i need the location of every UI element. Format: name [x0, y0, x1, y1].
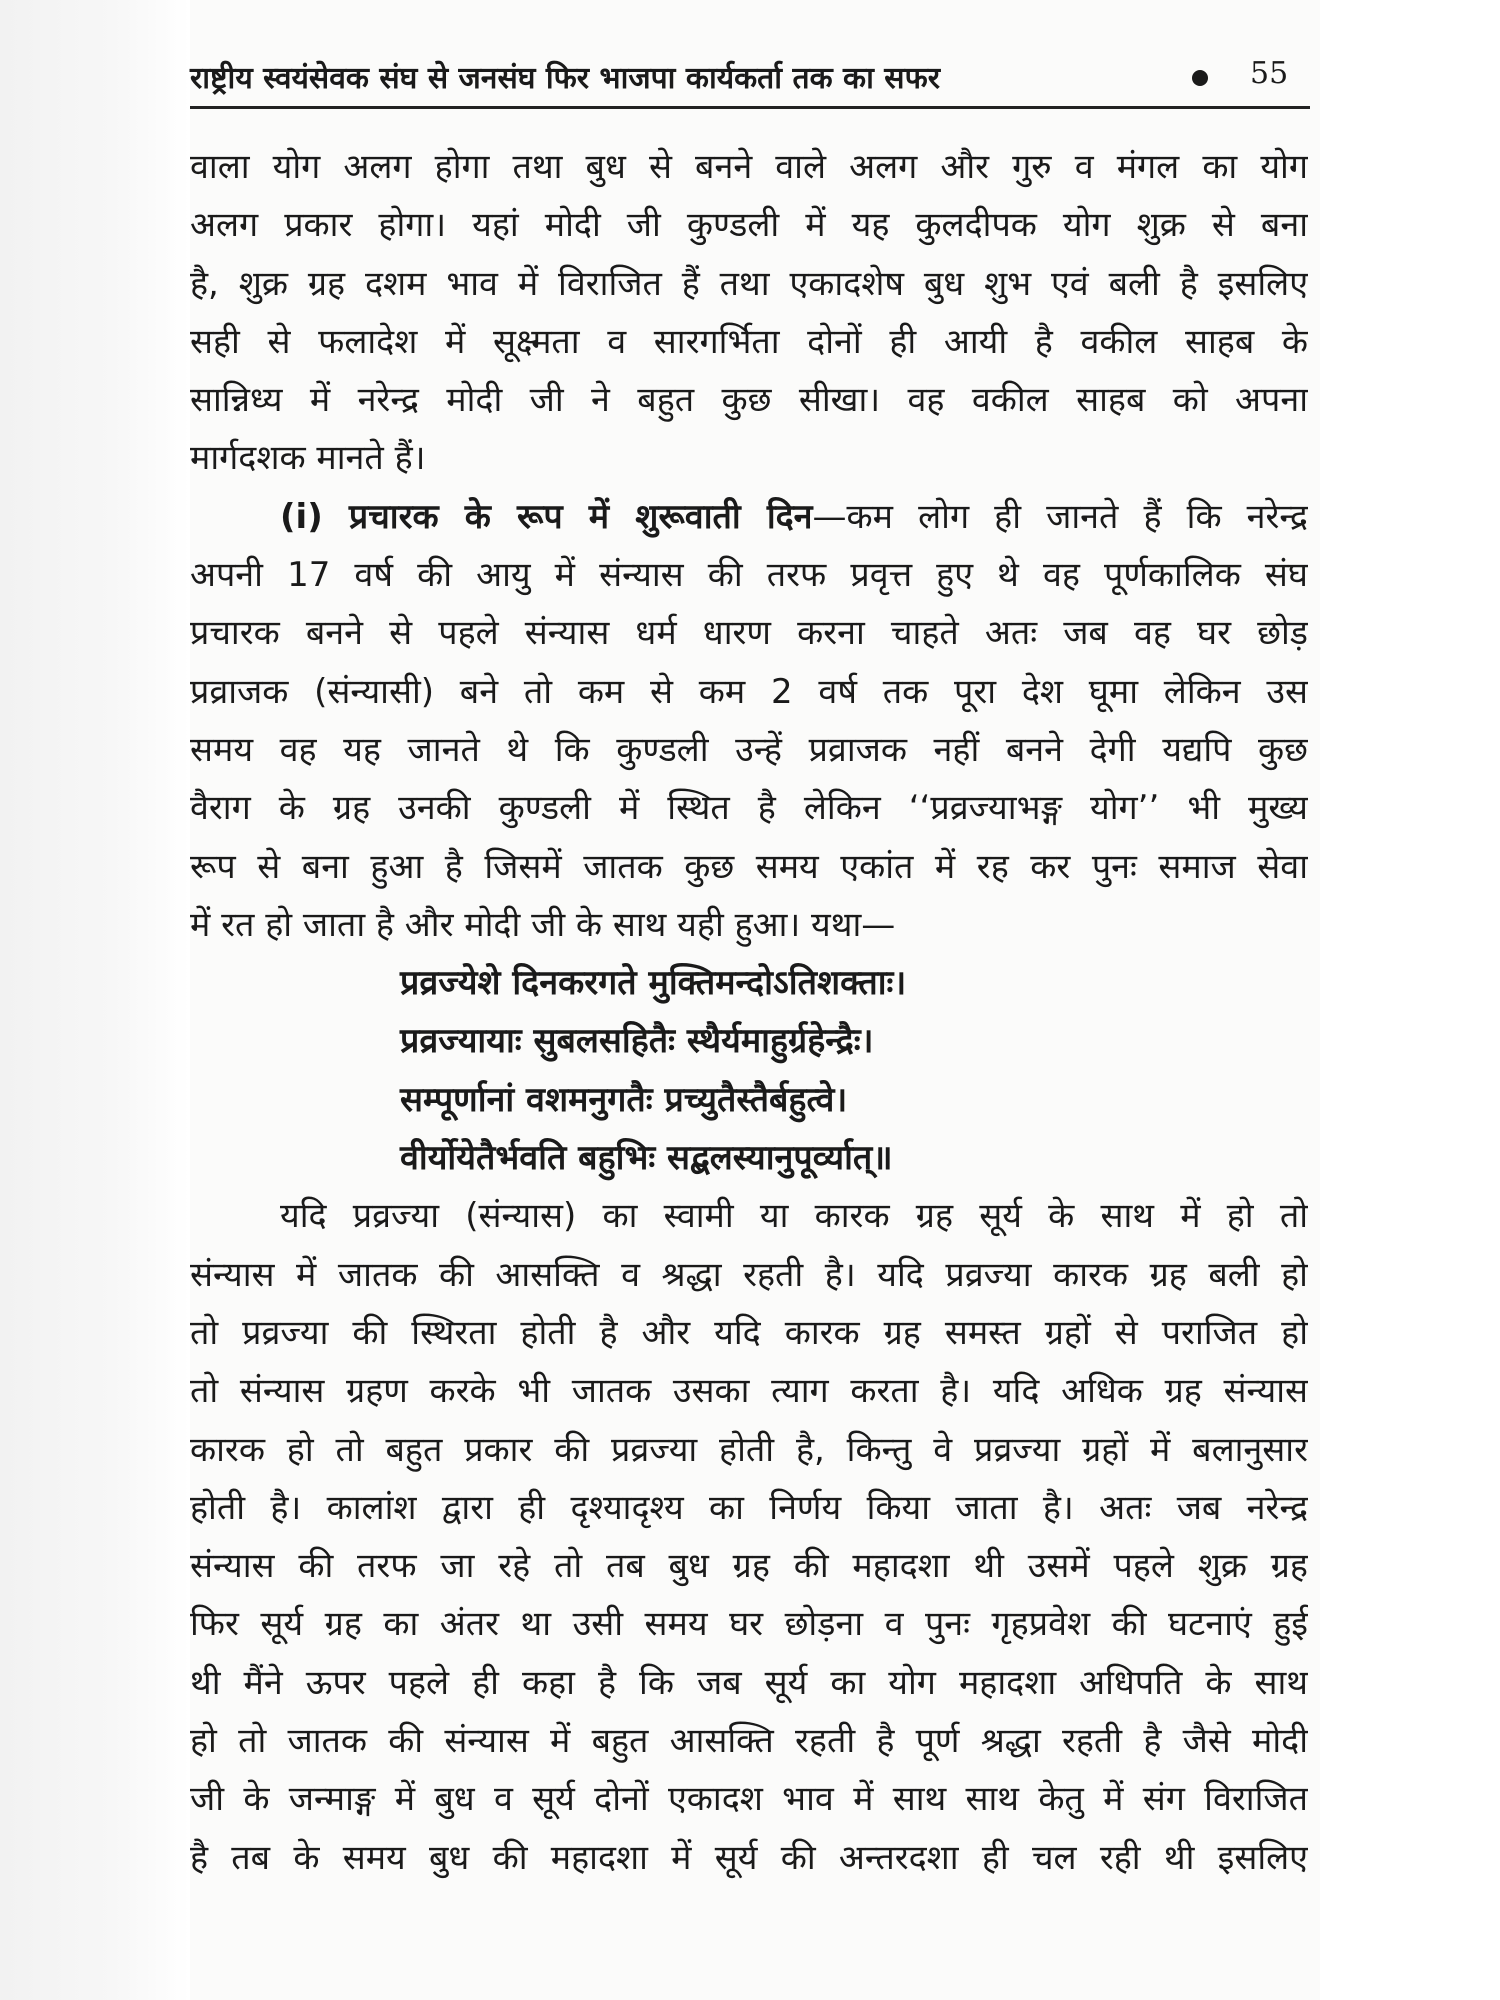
- body-text: [190, 138, 1308, 1887]
- para2-line: रूप से बना हुआ है जिसमें जातक कुछ समय एकांत में रह कर पुनः समाज सेवा: [190, 846, 1308, 887]
- verse-line: वीर्योयेतैर्भवति बहुभिः सद्बलस्यानुपूर्व्यात्॥: [400, 1138, 893, 1179]
- verse-line: सम्पूर्णानां वशमनुगतैः प्रच्युतैस्तैर्बहुत्वे।: [400, 1079, 848, 1120]
- para3-line: होती है। कालांश द्वारा ही दृश्यादृश्य का निर्णय किया जाता है। अतः जब नरेन्द्र: [190, 1487, 1308, 1528]
- para2-line: प्रव्राजक (संन्यासी) बने तो कम से कम 2 वर्ष तक पूरा देश घूमा लेकिन उस: [190, 671, 1308, 712]
- para3-line: संन्यास में जातक की आसक्ति व श्रद्धा रहती है। यदि प्रव्रज्या कारक ग्रह बली हो: [190, 1254, 1308, 1295]
- para3-line: है तब के समय बुध की महादशा में सूर्य की अन्तरदशा ही चल रही थी इसलिए: [190, 1837, 1308, 1878]
- scan-margin: [0, 0, 190, 2000]
- para3-line: तो संन्यास ग्रहण करके भी जातक उसका त्याग करता है। यदि अधिक ग्रह संन्यास: [190, 1371, 1308, 1412]
- para1-line: सान्निध्य में नरेन्द्र मोदी जी ने बहुत कुछ सीखा। वह वकील साहब को अपना: [190, 380, 1308, 421]
- page-number: 55: [1250, 56, 1289, 91]
- para3-line: जी के जन्माङ्ग में बुध व सूर्य दोनों एकादश भाव में साथ साथ केतु में संग विराजित: [190, 1779, 1308, 1820]
- verse-line: प्रव्रज्यायाः सुबलसहितैः स्थैर्यमाहुर्ग्रहेन्द्रैः।: [400, 1021, 874, 1062]
- para2-line: प्रचारक बनने से पहले संन्यास धर्म धारण करना चाहते अतः जब वह घर छोड़: [190, 613, 1308, 654]
- para2-line: समय वह यह जानते थे कि कुण्डली उन्हें प्रव्राजक नहीं बनने देगी यद्यपि कुछ: [190, 729, 1308, 770]
- para3-line: यदि प्रव्रज्या (संन्यास) का स्वामी या कारक ग्रह सूर्य के साथ में हो तो: [280, 1196, 1308, 1237]
- para2-first-line-rest: —कम लोग ही जानते हैं कि नरेन्द्र: [812, 496, 1308, 537]
- header-bullet-icon: [1192, 70, 1208, 86]
- para1-line: है, शुक्र ग्रह दशम भाव में विराजित हैं तथा एकादशेष बुध शुभ एवं बली है इसलिए: [190, 263, 1308, 304]
- para1-line: वाला योग अलग होगा तथा बुध से बनने वाले अलग और गुरु व मंगल का योग: [190, 147, 1308, 187]
- book-page: [190, 0, 1320, 2000]
- para2-line: में रत हो जाता है और मोदी जी के साथ यही हुआ। यथा—: [190, 904, 896, 945]
- para3-line: संन्यास की तरफ जा रहे तो तब बुध ग्रह की महादशा थी उसमें पहले शुक्र ग्रह: [190, 1546, 1308, 1587]
- verse-line: प्रव्रज्येशे दिनकरगते मुक्तिमन्दोऽतिशक्ताः।: [400, 963, 907, 1004]
- para1-line: सही से फलादेश में सूक्ष्मता व सारगर्भिता दोनों ही आयी है वकील साहब के: [190, 321, 1308, 362]
- para2-line: अपनी 17 वर्ष की आयु में संन्यास की तरफ प्रवृत्त हुए थे वह पूर्णकालिक संघ: [190, 555, 1308, 596]
- para1-line: अलग प्रकार होगा। यहां मोदी जी कुण्डली में यह कुलदीपक योग शुक्र से बना: [190, 205, 1308, 246]
- para3-line: थी मैंने ऊपर पहले ही कहा है कि जब सूर्य का योग महादशा अधिपति के साथ: [190, 1662, 1308, 1703]
- para2-line: वैराग के ग्रह उनकी कुण्डली में स्थित है लेकिन ‘‘प्रव्रज्याभङ्ग योग’’ भी मुख्य: [190, 788, 1308, 829]
- para3-line: फिर सूर्य ग्रह का अंतर था उसी समय घर छोड़ना व पुनः गृहप्रवेश की घटनाएं हुई: [190, 1604, 1308, 1645]
- para3-line: हो तो जातक की संन्यास में बहुत आसक्ति रहती है पूर्ण श्रद्धा रहती है जैसे मोदी: [190, 1721, 1308, 1762]
- section-heading: (i) प्रचारक के रूप में शुरूवाती दिन: [280, 496, 813, 537]
- para3-line: कारक हो तो बहुत प्रकार की प्रव्रज्या होती है, किन्तु वे प्रव्रज्या ग्रहों में बलानुसार: [190, 1429, 1308, 1470]
- para1-line: मार्गदशक मानते हैं।: [190, 438, 426, 479]
- para3-line: तो प्रव्रज्या की स्थिरता होती है और यदि कारक ग्रह समस्त ग्रहों से पराजित हो: [190, 1312, 1308, 1353]
- page-header: [190, 48, 1310, 109]
- running-title: राष्ट्रीय स्वयंसेवक संघ से जनसंघ फिर भाजपा कार्यकर्ता तक का सफर: [190, 61, 940, 96]
- para2-first-line: [190, 488, 1308, 546]
